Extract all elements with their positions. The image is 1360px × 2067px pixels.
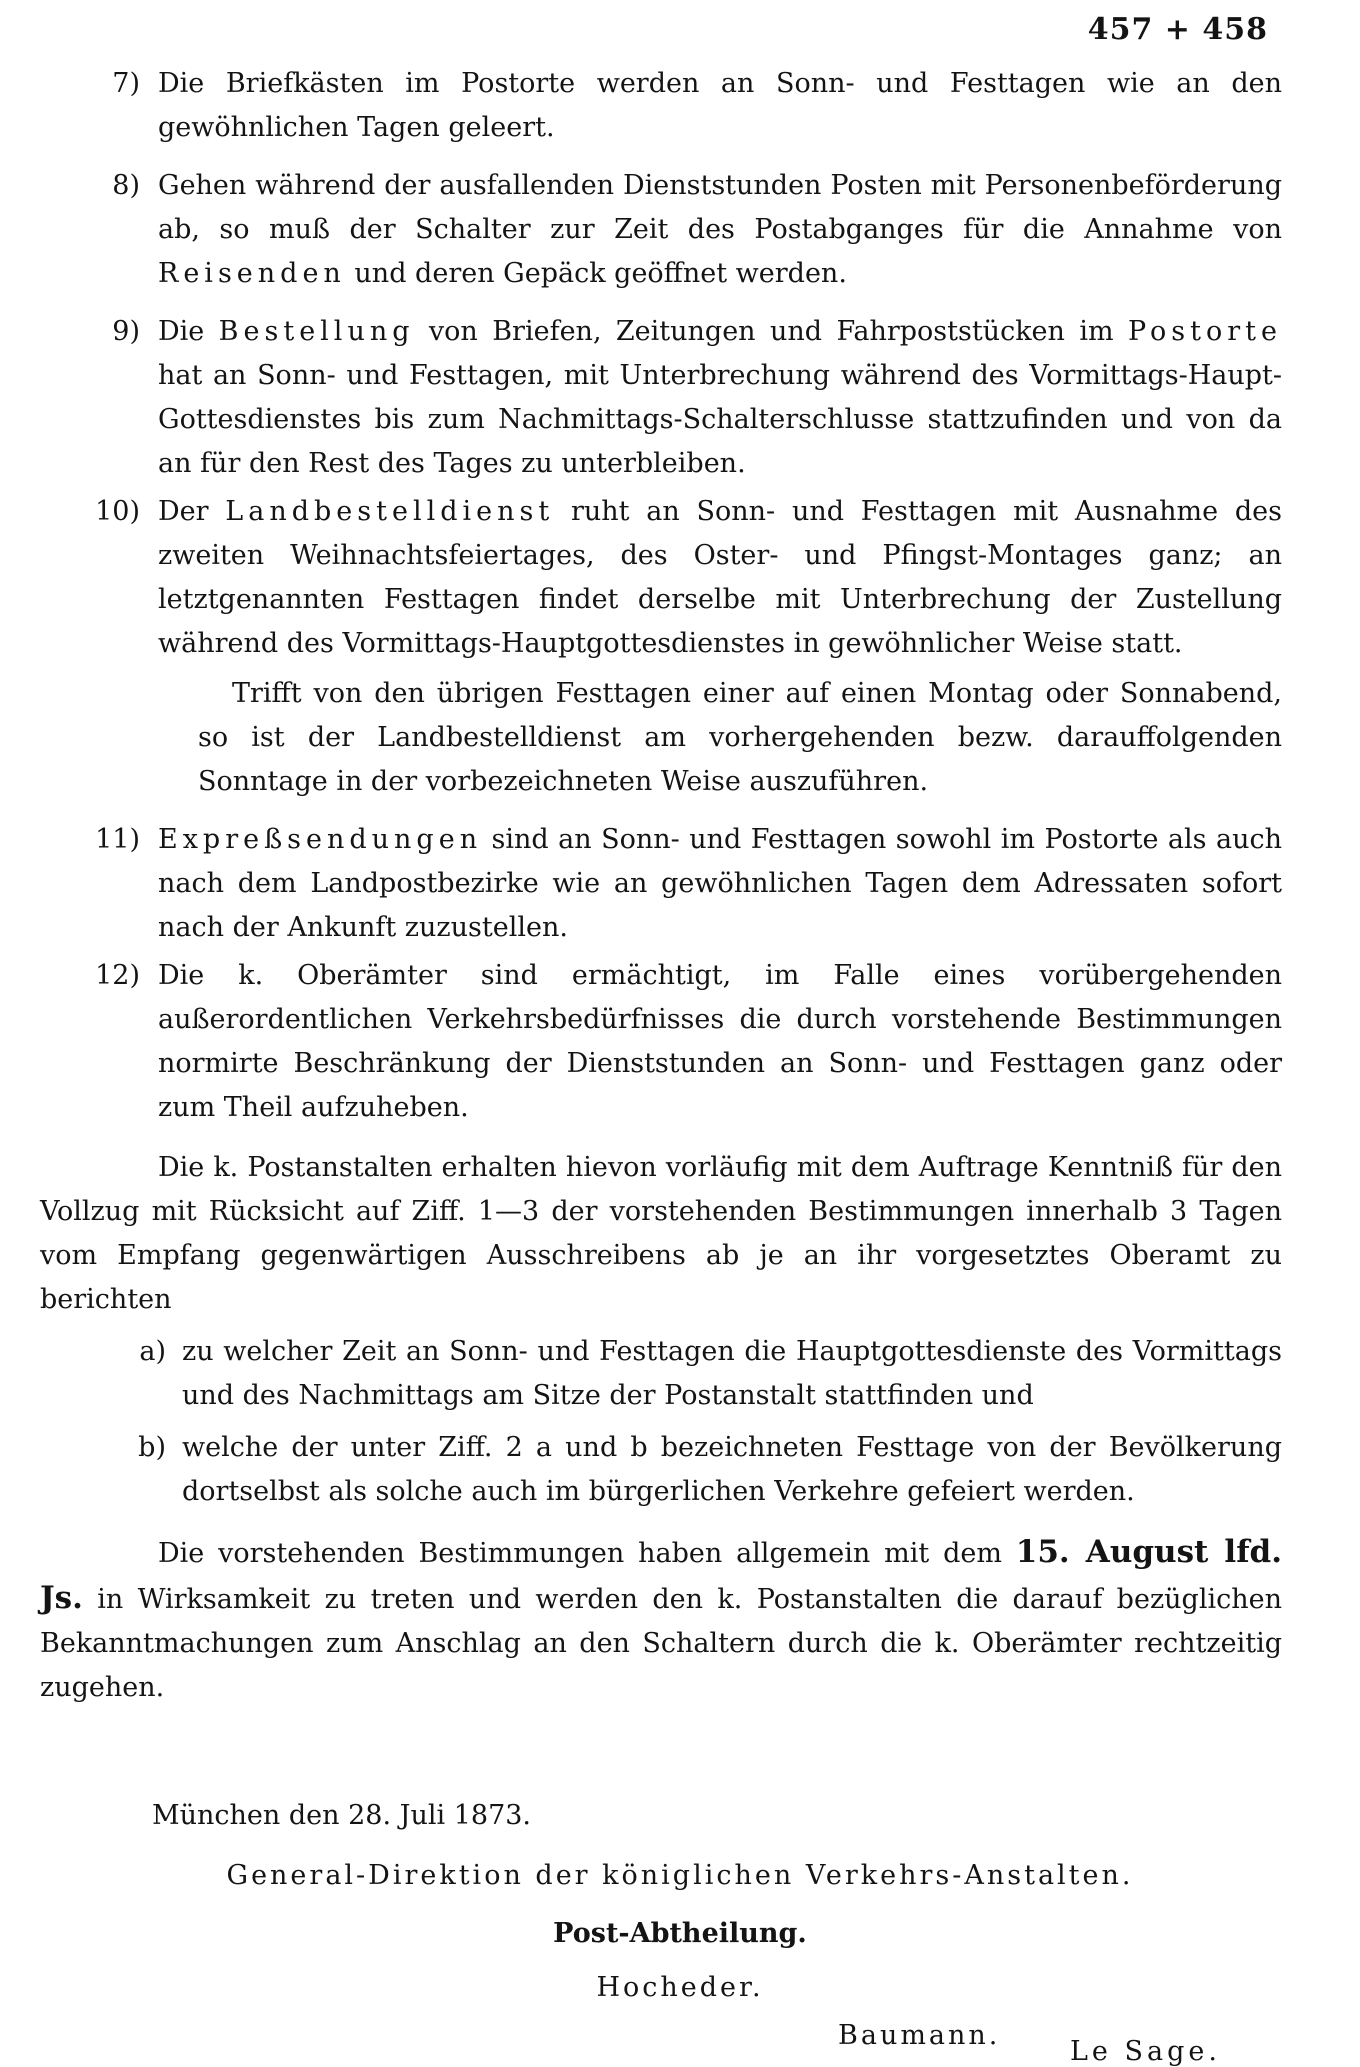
item-text-part: sind an Sonn- und Festtagen sowohl im Postorte als auch nach dem Landpostbezirke wie an gewöhnlichen Tagen dem Adressaten sofort nach der Ankunft zuzustellen. <box>158 824 1282 943</box>
list-item-12 <box>40 954 1282 1130</box>
item-text <box>158 310 1282 486</box>
emphasized-word: Postorte <box>1127 316 1282 347</box>
item-text-part: und deren Gepäck geöffnet werden. <box>345 258 847 289</box>
sub-item-text: welche der unter Ziff. 2 a und b bezeichneten Festtage von der Bevölkerung dortselbst als solche auch im bürgerlichen Verkehre gefeiert werden. <box>182 1432 1282 1507</box>
item-text: Die Briefkästen im Postorte werden an Sonn- und Festtagen wie an den gewöhnlichen Tagen geleert. <box>158 68 1282 143</box>
signature-hocheder: Hocheder. <box>596 1972 764 2003</box>
item-text-part: von Briefen, Zeitungen und Fahrpoststücken im <box>414 316 1128 347</box>
item-number: 9) <box>112 316 140 347</box>
item-text-part: Gehen während der ausfallenden Dienststunden Posten mit Personenbeförderung ab, so muß der Schalter zur Zeit des Postabganges für die Annahme von <box>158 170 1282 245</box>
list-item-11 <box>40 818 1282 950</box>
item-text-part: Die <box>158 316 219 347</box>
item-text-part: hat an Sonn- und Festtagen, mit Unterbrechung während des Vormittags-Haupt-Gottesdienstes bis zum Nachmittags-Schalterschlusse stattzufinden und von da an für den Rest des Tages zu unterbleiben. <box>158 360 1282 479</box>
emphasized-word: Landbestelldienst <box>225 496 555 527</box>
item-number: 12) <box>95 960 140 991</box>
emphasized-word: Reisenden <box>158 258 346 289</box>
emphasized-word: Bestellung <box>218 316 415 347</box>
item-text-part: Der <box>158 496 226 527</box>
list-item-8 <box>40 164 1282 296</box>
item-number: 7) <box>112 68 140 99</box>
emphasized-word: Expreßsendungen <box>158 824 483 855</box>
list-item-9 <box>40 310 1282 486</box>
item-10-paragraph-2: Trifft von den übrigen Festtagen einer auf einen Montag oder Sonnabend, so ist der Landbestelldienst am vorhergehenden bezw. darauffolgenden Sonntage in der vorbezeichneten Weise auszuführen. <box>198 678 1282 797</box>
item-number: 11) <box>95 824 140 855</box>
list-item-7 <box>40 62 1282 150</box>
effective-date: 15. August lfd. Js. <box>40 1534 1282 1616</box>
instruction-paragraph: Die k. Postanstalten erhalten hievon vorläufig mit dem Auftrage Kenntniß für den Vollzug mit Rücksicht auf Ziff. 1—3 der vorstehenden Bestimmungen innerhalb 3 Tagen vom Empfang gegenwärtigen Ausschreibens ab je an ihr vorgesetztes Oberamt zu berichten <box>40 1152 1282 1315</box>
page-number: 457 + 458 <box>1087 12 1268 47</box>
item-number: 8) <box>112 170 140 201</box>
issuing-division: Post-Abtheilung. <box>553 1918 807 1949</box>
list-item-10 <box>40 490 1282 666</box>
document-body <box>40 62 1282 1710</box>
issuing-department: General-Direktion der königlichen Verkehrs-Anstalten. <box>226 1860 1134 1891</box>
signature-le-sage: Le Sage. <box>1070 2036 1221 2067</box>
sub-item-a <box>102 1330 1282 1418</box>
paragraph-text: Die vorstehenden Bestimmungen haben allgemein mit dem <box>158 1538 1016 1569</box>
sub-item-text: zu welcher Zeit an Sonn- und Festtagen die Hauptgottesdienste des Vormittags und des Nachmittags am Sitze der Postanstalt stattfinden und <box>182 1336 1282 1411</box>
paragraph-text: in Wirksamkeit zu treten und werden den k. Postanstalten die darauf bezüglichen Bekanntmachungen zum Anschlag an den Schaltern durch die k. Oberämter rechtzeitig zugehen. <box>40 1584 1282 1703</box>
sub-item-letter: b) <box>138 1432 166 1463</box>
item-text: Die k. Oberämter sind ermächtigt, im Falle eines vorübergehenden außerordentlichen Verkehrsbedürfnisses die durch vorstehende Bestimmungen normirte Beschränkung der Dienststunden an Sonn- und Festtagen ganz oder zum Theil aufzuheben. <box>158 960 1282 1123</box>
item-text <box>158 818 1282 950</box>
item-text-part: ruht an Sonn- und Festtagen mit Ausnahme des zweiten Weihnachtsfeiertages, des Oster- und Pfingst-Montages ganz; an letztgenannten Festtagen findet derselbe mit Unterbrechung der Zustellung während des Vormittags-Hauptgottesdienstes in gewöhnlicher Weise statt. <box>158 496 1282 659</box>
item-number: 10) <box>95 496 140 527</box>
place-and-date: München den 28. Juli 1873. <box>152 1800 532 1831</box>
sub-item-letter: a) <box>139 1336 166 1367</box>
effective-date-paragraph <box>40 1530 1282 1710</box>
sub-item-b <box>102 1426 1282 1514</box>
item-text <box>158 164 1282 296</box>
item-text <box>158 490 1282 666</box>
signature-baumann: Baumann. <box>838 2020 1001 2051</box>
